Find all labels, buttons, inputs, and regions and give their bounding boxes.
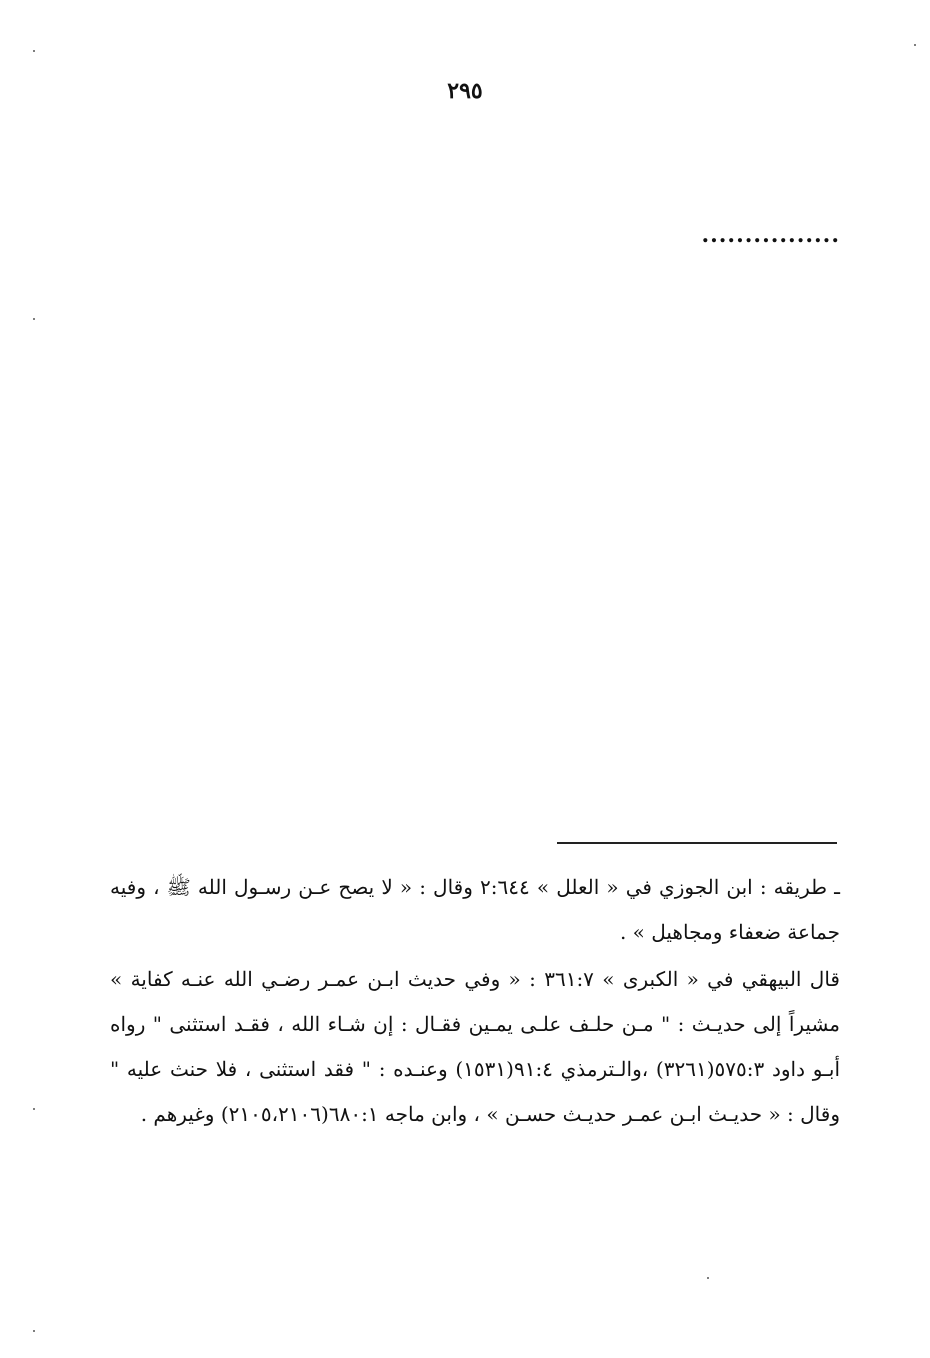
scan-speck	[33, 1330, 35, 1332]
scan-speck	[33, 1108, 35, 1110]
ellipsis-separator: ................	[701, 222, 840, 248]
page-number: ٢٩٥	[447, 78, 483, 104]
scan-speck	[707, 1277, 709, 1279]
scan-speck	[33, 318, 35, 320]
scan-speck	[33, 50, 35, 52]
footnote-rule	[557, 842, 837, 844]
footnote-paragraph-1: ـ طريقه : ابن الجوزي في « العلل » ٢:٦٤٤ وقال : « لا يصح عـن رسـول الله ﷺ ، وفيه جماعة ضعفاء ومجاهيل » .	[110, 875, 841, 944]
scan-speck	[914, 44, 916, 46]
footnotes-block	[110, 865, 840, 1137]
footnote-paragraph-2: قال البيهقي في « الكبرى » ٣٦١:٧ : « وفي حديث ابـن عمـر رضـي الله عنـه كفاية » مشيراً إلى حديـث : " مـن حلـف علـى يمـين فقـال : إن شـاء الله ، فقـد استثنى " رواه أبـو داود ٥٧٥:٣(٣٢٦١) ،والـترمذي ٩١:٤(١٥٣١) وعنـده : " فقد استثنى ، فلا حنث عليه " وقال : « حديـث ابـن عمـر حديـث حسـن » ، وابن ماجه ٦٨٠:١(٢١٠٥،٢١٠٦) وغيرهم .	[110, 967, 841, 1126]
